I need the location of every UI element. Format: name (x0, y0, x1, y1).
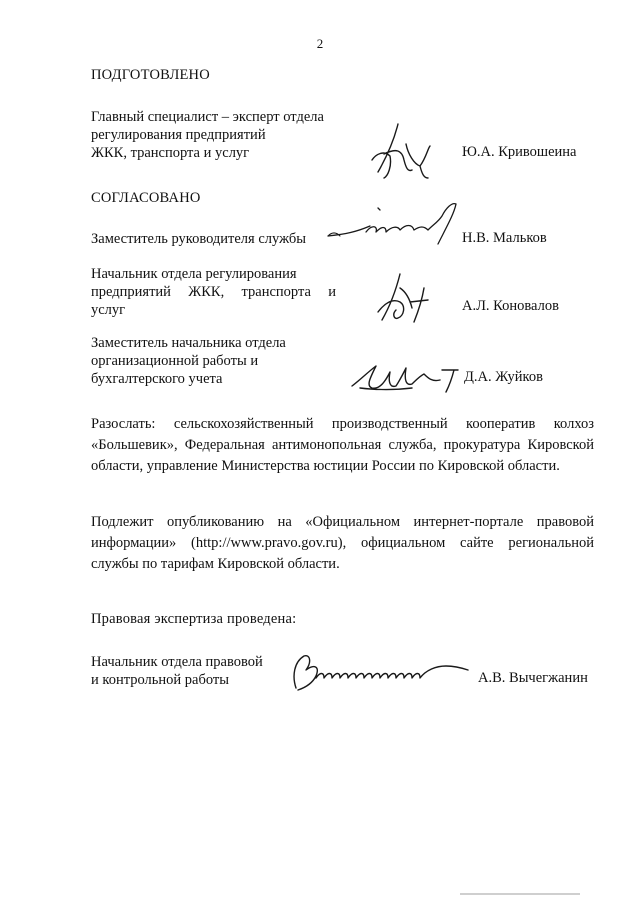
agreed-role (91, 230, 351, 248)
prepared-name: Ю.А. Кривошеина (462, 144, 577, 160)
signature-malkov (326, 196, 466, 250)
legal-review-heading: Правовая экспертиза проведена: (91, 611, 297, 627)
signature-konovalov (370, 268, 450, 326)
page-number: 2 (316, 36, 324, 51)
publication-paragraph: Подлежит опубликованию на «Официальном интернет-портале правовой информации» (http://www.pravo.gov.ru), официальном сайте региональной службы по тарифам Кировской области. (91, 514, 594, 572)
prepared-heading: ПОДГОТОВЛЕНО (91, 67, 210, 83)
legal-review-role-line: и контрольной работы (91, 672, 229, 688)
bottom-scan-mark (460, 893, 580, 895)
prepared-role-line: регулирования предприятий (91, 127, 266, 143)
agreed-role-line: бухгалтерского учета (91, 371, 223, 387)
prepared-role (91, 108, 336, 162)
agreed-role-line: предприятий ЖКК, транспорта и (91, 284, 336, 300)
agreed-role (91, 334, 336, 388)
distribution-paragraph: Разослать: сельскохозяйственный производственный кооператив колхоз «Большевик», Федеральная антимонопольная служба, прокуратура Кировской области, управление Министерства юстиции России по Кировской области. (91, 416, 594, 474)
agreed-role-line: организационной работы и (91, 353, 259, 369)
signature-vychegzhanin (286, 648, 472, 696)
legal-review-role-line: Начальник отдела правовой (91, 654, 263, 670)
signature-krivosheina (362, 120, 442, 182)
agreed-role-line: Заместитель начальника отдела (91, 335, 286, 351)
agreed-role-line: Начальник отдела регулирования (91, 266, 297, 282)
agreed-role-line: услуг (91, 302, 126, 318)
agreed-name: Д.А. Жуйков (464, 369, 543, 385)
agreed-role (91, 265, 336, 319)
agreed-name: Н.В. Мальков (462, 230, 547, 246)
prepared-role-line: ЖКК, транспорта и услуг (91, 145, 250, 161)
agreed-role-line: Заместитель руководителя службы (91, 231, 307, 247)
agreed-name: А.Л. Коновалов (462, 298, 559, 314)
legal-review-name: А.В. Вычегжанин (478, 670, 588, 686)
signature-zhuikov (346, 350, 466, 396)
agreed-heading: СОГЛАСОВАНО (91, 190, 201, 206)
prepared-role-line: Главный специалист – эксперт отдела (91, 109, 324, 125)
